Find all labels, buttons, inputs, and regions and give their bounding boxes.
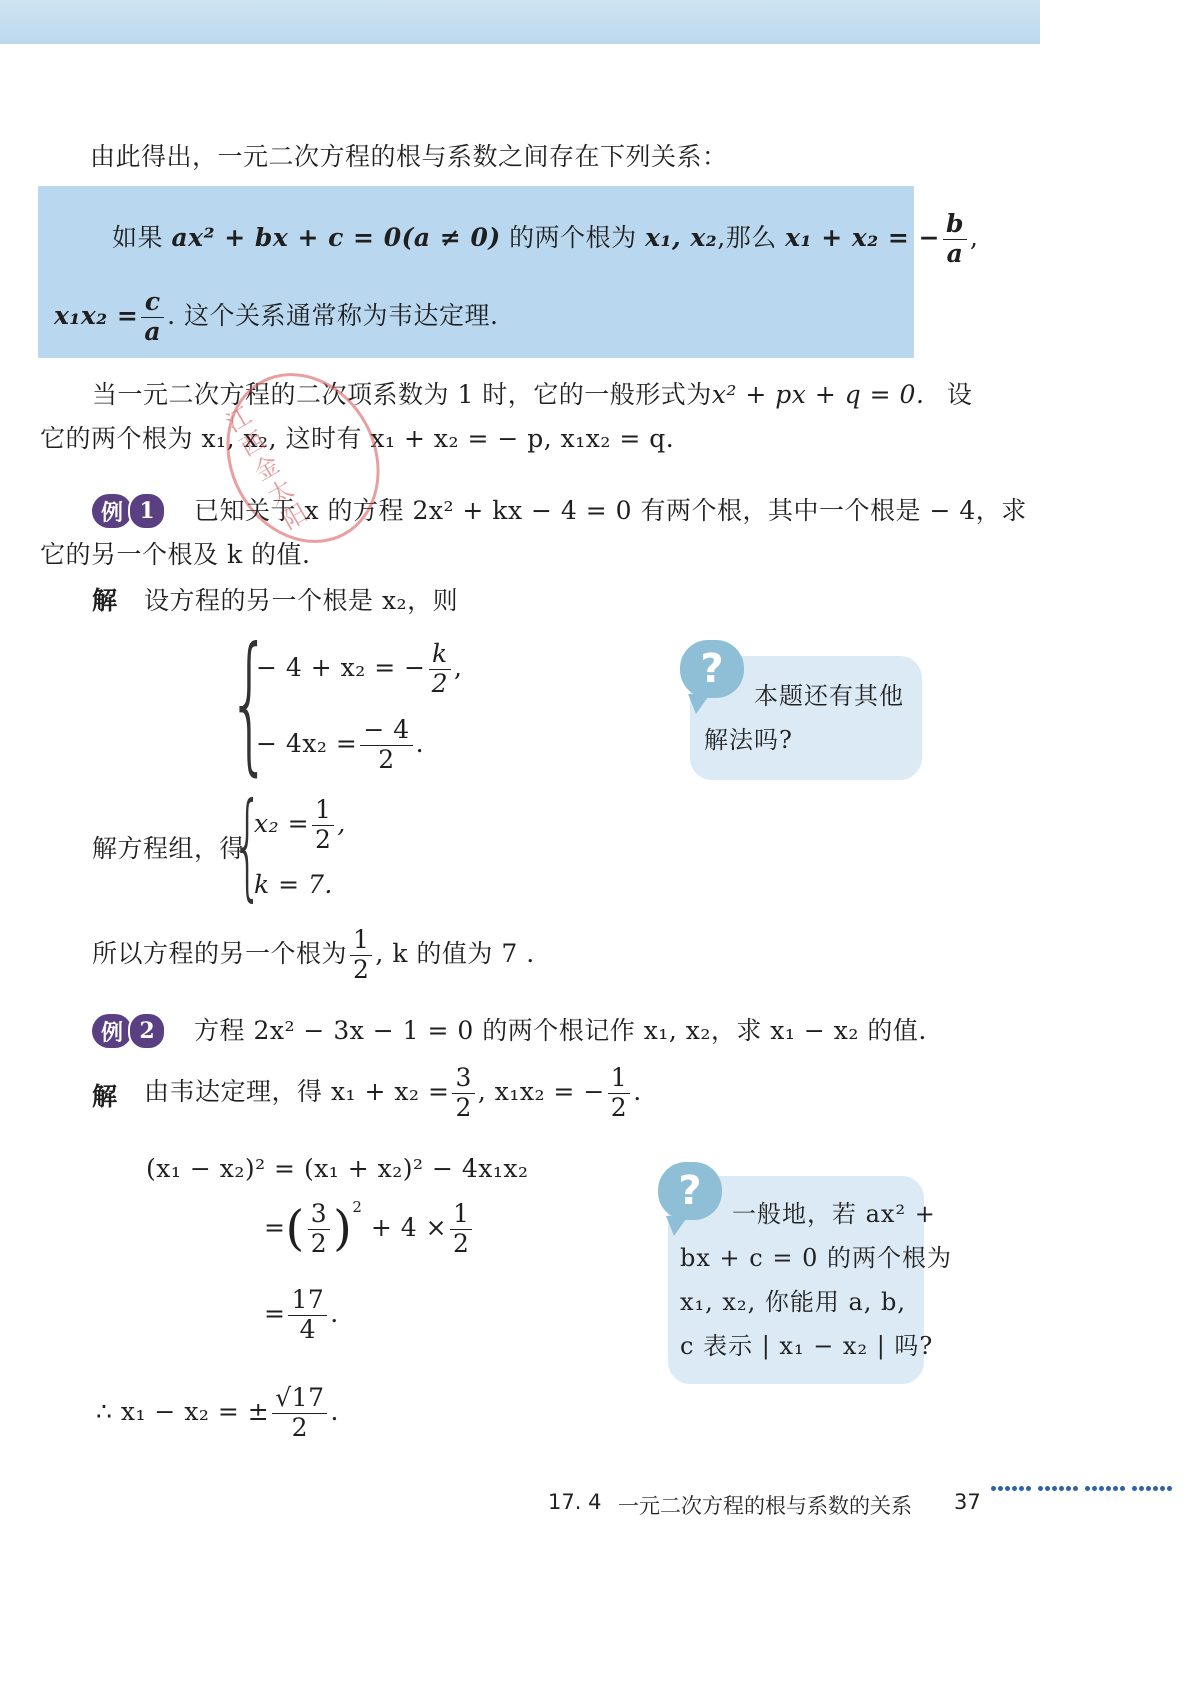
eq-end: . <box>330 1396 339 1426</box>
derivation-step1: (x₁ − x₂)² = (x₁ + x₂)² − 4x₁x₂ <box>146 1154 529 1183</box>
example1-line1: 已知关于 x 的方程 2x² + kx − 4 = 0 有两个根，其中一个根是 − 4，求 <box>194 496 1027 525</box>
fraction-denominator: 2 <box>455 1092 472 1122</box>
question-bubble-tail <box>666 1216 688 1236</box>
final-fraction <box>272 1384 327 1443</box>
square-exponent: 2 <box>352 1197 363 1216</box>
eq-end: , <box>453 652 463 682</box>
eq-fraction <box>312 796 334 855</box>
conclusion-fraction <box>350 926 372 985</box>
eq-end: . <box>415 728 425 758</box>
theorem-then-text: ,那么 <box>717 222 777 252</box>
derivation-step3 <box>264 1286 339 1345</box>
monic-form-equation: x² + px + q = 0. <box>711 380 925 409</box>
solve-system-label: 解方程组，得 <box>92 834 246 863</box>
fraction-numerator: 1 <box>350 926 372 956</box>
example-label: 例 <box>92 494 132 528</box>
theorem-tail-text: . 这个关系通常称为韦达定理. <box>167 300 499 330</box>
fraction-denominator: 2 <box>378 744 395 774</box>
theorem-product-fraction <box>141 288 164 347</box>
result-eq2: k = 7. <box>254 870 333 899</box>
fraction-denominator: 2 <box>353 954 370 984</box>
theorem-equation: ax² + bx + c = 0(a ≠ 0) <box>171 222 501 252</box>
vieta-product-fraction <box>608 1064 630 1123</box>
eq-lhs: − 4 + x₂ = − <box>256 652 426 682</box>
system-eq2 <box>256 716 424 775</box>
left-paren: ( <box>285 1200 305 1257</box>
callout2-line3: x₁, x₂, 你能用 a, b, <box>680 1288 907 1316</box>
theorem-product-lhs: x₁x₂ = <box>54 300 139 330</box>
fraction-numerator: √17 <box>272 1384 327 1414</box>
question-mark-icon: ? <box>680 640 744 698</box>
callout2-line2: bx + c = 0 的两个根为 <box>680 1244 952 1272</box>
step2-fraction <box>308 1200 330 1259</box>
fraction-numerator: − 4 <box>360 716 412 746</box>
example2-badge <box>92 1012 166 1050</box>
conclusion-text: 所以方程的另一个根为 <box>92 938 348 968</box>
fraction-numerator: 1 <box>608 1064 630 1094</box>
monic-form-line1 <box>92 380 972 410</box>
fraction-numerator: 17 <box>288 1286 327 1316</box>
fraction-denominator: 2 <box>310 1228 328 1258</box>
eq-end: . <box>633 1076 642 1106</box>
final-lhs: ∴ x₁ − x₂ = ± <box>96 1396 270 1426</box>
footer-section-number: 17. 4 <box>548 1490 602 1514</box>
example1-conclusion <box>92 926 535 985</box>
fraction-denominator: 2 <box>291 1412 309 1442</box>
stamp-text: 江西金太阳 <box>217 402 313 538</box>
vieta-sum-fraction <box>452 1064 474 1123</box>
fraction-numerator: k <box>429 640 451 670</box>
conclusion-tail: , k 的值为 7 . <box>375 938 535 968</box>
fraction-numerator: 1 <box>312 796 334 826</box>
page-number: 37 <box>954 1490 981 1514</box>
eq-fraction <box>360 716 412 775</box>
theorem-mid-text: 的两个根为 <box>509 222 637 252</box>
theorem-sum-fraction <box>943 210 967 269</box>
example-label: 例 <box>92 1014 132 1048</box>
example2-line1: 方程 2x² − 3x − 1 = 0 的两个根记作 x₁, x₂，求 x₁ − x₂ 的值. <box>194 1016 927 1045</box>
theorem-if-label: 如果 <box>112 222 164 252</box>
example-number: 1 <box>128 492 166 530</box>
fraction-denominator: 2 <box>453 1228 470 1258</box>
question-mark-icon: ? <box>658 1162 722 1220</box>
eq-fraction <box>429 640 451 699</box>
fraction-numerator: c <box>141 288 164 318</box>
right-paren: ) <box>333 1200 353 1257</box>
footer-section-title: 一元二次方程的根与系数的关系 <box>618 1494 912 1518</box>
plus-times-text: + 4 × <box>370 1212 448 1242</box>
fraction-numerator: 1 <box>450 1200 472 1230</box>
question-bubble-tail <box>688 694 710 714</box>
solution-label: 解 <box>92 586 118 615</box>
eq-lhs: − 4x₂ = <box>256 728 358 758</box>
callout1-line2: 解法吗? <box>704 726 793 754</box>
callout1-line1: 本题还有其他 <box>754 682 904 710</box>
example1-line2: 它的另一个根及 k 的值. <box>40 540 311 569</box>
fraction-denominator: 2 <box>315 824 332 854</box>
monic-form-text: 当一元二次方程的二次项系数为 1 时，它的一般形式为 <box>92 380 712 409</box>
step3-fraction <box>288 1286 327 1345</box>
fraction-numerator: 3 <box>452 1064 474 1094</box>
result-brace: { <box>232 778 264 913</box>
fraction-denominator: a <box>946 238 964 268</box>
system-eq1 <box>256 640 462 699</box>
eq-end: , <box>337 808 346 838</box>
fraction-numerator: b <box>943 210 967 240</box>
fraction-numerator: 3 <box>308 1200 330 1230</box>
footer-dots-decoration <box>990 1484 1040 1492</box>
fraction-denominator: 2 <box>431 668 448 698</box>
equals-sign: = <box>264 1298 286 1328</box>
eq-lhs: x₂ = <box>254 808 310 838</box>
callout2-line1: 一般地，若 ax² + <box>732 1200 936 1228</box>
monic-form-let-text: 设 <box>946 380 973 409</box>
theorem-line2 <box>54 288 498 347</box>
theorem-line1: 如果 ax² + bx + c = 0(a ≠ 0) 的两个根为 x₁, x₂,那么 x₁ + x₂ = − $\frac{b}{a}$ , <box>112 209 979 268</box>
example1-badge <box>92 492 166 530</box>
fraction-denominator: a <box>144 316 162 346</box>
step2-fraction-2 <box>450 1200 472 1259</box>
derivation-step2 <box>264 1197 475 1259</box>
intro-text: 由此得出，一元二次方程的根与系数之间存在下列关系： <box>90 142 728 171</box>
equals-sign: = <box>264 1212 286 1242</box>
callout2-line4: c 表示 | x₁ − x₂ | 吗? <box>680 1332 934 1360</box>
top-header-band <box>0 0 1040 44</box>
solution2-label: 解 <box>92 1082 118 1111</box>
solution1-intro: 设方程的另一个根是 x₂，则 <box>144 586 459 615</box>
fraction-denominator: 2 <box>610 1092 628 1122</box>
theorem-roots: x₁, x₂ <box>645 222 718 252</box>
vieta-application <box>144 1064 642 1123</box>
example-number: 2 <box>128 1012 166 1050</box>
eq-end: . <box>330 1298 339 1328</box>
vieta-sum-text: 由韦达定理，得 x₁ + x₂ = <box>144 1076 450 1106</box>
final-answer <box>96 1384 339 1443</box>
fraction-denominator: 4 <box>299 1314 317 1344</box>
theorem-sum-lhs: x₁ + x₂ = − <box>785 222 941 252</box>
monic-form-line2: 它的两个根为 x₁, x₂, 这时有 x₁ + x₂ = − p, x₁x₂ = q. <box>40 424 675 453</box>
result-eq1 <box>254 796 346 855</box>
vieta-product-text: , x₁x₂ = − <box>477 1076 605 1106</box>
system-brace: { <box>228 616 271 790</box>
